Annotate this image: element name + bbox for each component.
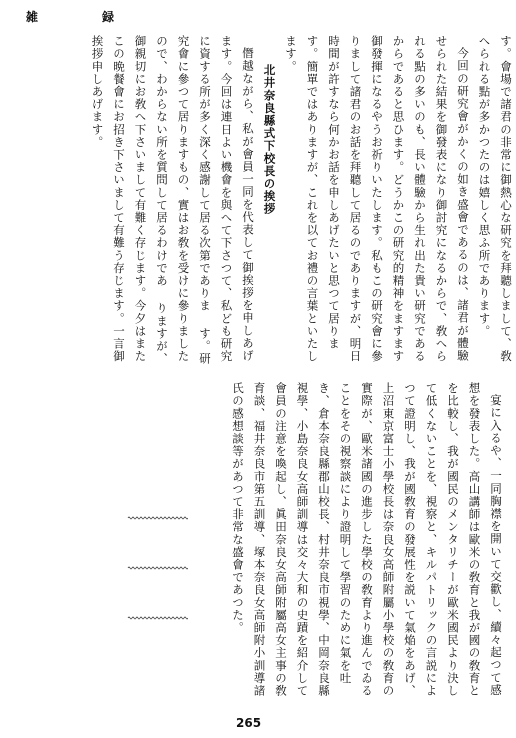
lower-text-block: [195, 382, 506, 707]
running-header-right: 録: [102, 10, 116, 24]
wavy-line: [128, 567, 188, 569]
running-header-left: 雑: [26, 10, 40, 24]
paragraph: 今回の研究會がかくの如き盛會であるのは、諸君が體驗せられた結果を御發表になり御討究になるからで、敎へられる點の多いのも、長い體驗から生れ出た貴い研究であるからであると思ひます。どうかこの研究的精神をますます御發揮になるやうお祈りいたします。私もこの研究會に參りまして諸君のお話を拜聽して居るのでありますが、明日時間が許すなら何かお話を申しあげたいと思つて居ります。簡單ではありますが、これを以てお禮の言葉といたします。: [284, 35, 470, 363]
upper-text-block: [16, 35, 516, 367]
wavy-line: [128, 517, 188, 519]
paragraph: す。會場で諸君の非常に御熱心な研究を拜聽しまして、敎へられる點が多かつたのは嬉しく思ふ所であります。: [477, 35, 513, 363]
page-number: 265: [236, 716, 262, 730]
section-divider: [126, 448, 188, 688]
wavy-line: [128, 617, 188, 619]
section-heading: 北井奈良縣式下校長の挨拶: [262, 63, 277, 215]
paragraph: 僭越ながら、私が會員一同を代表して御挨拶を申しあげます。今回は連日よい機會を與へて下さつて、私ども研究に資する所が多く深く感謝して居る次第でありま す。研究會に參つて居りますもの、實はお敎を受けに參りましたので、わからない所を質問して居るわけであ りますが、御親切にお敎へ下さいまして有難く存じます。今夕はまたこの晩餐會にお招き下さいまして有難う存じます。一言御挨拶申しあげます。: [90, 35, 255, 366]
paragraph: 宴に入るや、一同胸襟を開いて交歡し、續々起つて感想を發表した。高山講師は歐米の敎育と我が國の敎育とを比較し、我が國民のメンタリチーが歐米國民より決して低くないことを、視察と、キルパトリックの言説によつて證明し、我が國敎育の發展性を説いて氣焔をあげ、上沼東京富士小學校長は奈良女高師附屬小學校の敎育の實際が、歐米諸國の進步した學校の敎育より進んでゐることをその視察談により證明して學習のために氣を吐き、倉本奈良縣郡山校長、村井奈良市視學、中岡奈良縣視學、小島奈良女高師訓導は交々大和の史蹟を紹介して會員の注意を喚起し、眞田奈良女高師附屬高女主事の敎育談、福井奈良市第五訓導、塚本奈良女高師附小訓導諸氏の感想談等があつて非常な盛會であつた。: [231, 382, 503, 697]
